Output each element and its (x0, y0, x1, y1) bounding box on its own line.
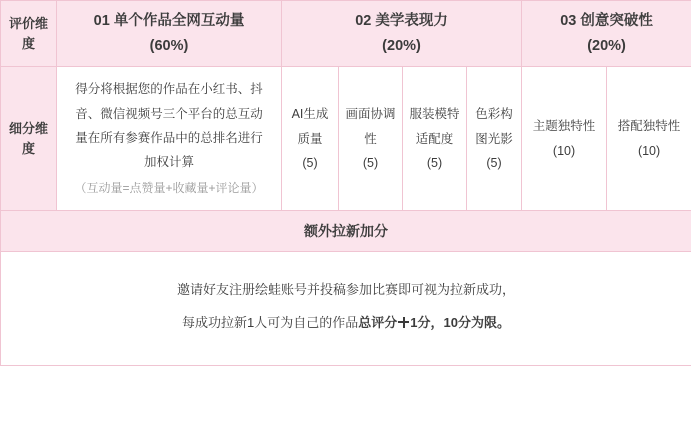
dimension-01-title: 01 单个作品全网互动量 (93, 13, 245, 29)
sub-item-styling-uniqueness (607, 67, 691, 211)
sub-item-theme-uniqueness (522, 67, 607, 211)
sub-item-color-light (467, 67, 522, 211)
row-label-evaluation-dimension: 评价维度 (1, 1, 57, 67)
sub-item-score: (5) (486, 155, 502, 170)
description-main: 得分将根据您的作品在小红书、抖音、微信视频号三个平台的总互动量在所有参赛作品中的总排名进行加权计算 (75, 82, 263, 170)
row-label-sub-dimension: 细分维度 (1, 67, 57, 211)
sub-item-name: 画面协调性 (345, 107, 396, 146)
table-row-bonus-body (1, 252, 691, 366)
sub-item-name: 主题独特性 (532, 119, 596, 134)
dimension-03-header (522, 1, 691, 67)
table-row-bonus-title (1, 211, 691, 252)
dimension-01-header (57, 1, 282, 67)
dimension-03-title: 03 创意突破性 (560, 13, 653, 29)
sub-item-outfit-model-fit (403, 67, 467, 211)
table-row-dimensions (1, 1, 691, 67)
sub-item-name: 搭配独特性 (617, 119, 681, 134)
sub-item-name: 色彩构图光影 (475, 107, 513, 146)
dimension-01-weight: (60%) (149, 37, 189, 54)
bonus-line-2-bold-total: 总评分 (358, 314, 398, 330)
sub-item-score: (5) (362, 155, 379, 170)
bonus-line-1: 邀请好友注册绘蛙账号并投稿参加比赛即可视为拉新成功， (177, 282, 516, 298)
sub-item-composition-harmony (339, 67, 403, 211)
sub-item-score: (10) (637, 143, 661, 158)
sub-item-name: 服装模特适配度 (409, 107, 460, 146)
table-row-sub-dimensions (1, 67, 691, 211)
bonus-section-title: 额外拉新加分 (1, 211, 691, 252)
sub-item-score: (10) (552, 143, 576, 158)
dimension-02-header (282, 1, 522, 67)
bonus-line-2-prefix: 每成功拉新1人可为自己的作品 (182, 314, 359, 330)
interaction-score-description (57, 67, 282, 211)
plus-icon (398, 317, 409, 328)
dimension-02-title: 02 美学表现力 (355, 13, 448, 29)
dimension-02-weight: (20%) (382, 37, 421, 54)
sub-item-score: (5) (426, 155, 443, 170)
sub-item-score: (5) (302, 155, 318, 170)
description-note: （互动量=点赞量+收藏量+评论量） (74, 180, 264, 195)
sub-item-name: AI生成质量 (291, 107, 329, 146)
bonus-line-2 (21, 307, 671, 340)
bonus-section-body (1, 252, 691, 366)
bonus-line-2-bold-points: 1分，10分为限。 (410, 314, 510, 330)
sub-item-ai-quality (282, 67, 339, 211)
dimension-03-weight: (20%) (587, 37, 626, 54)
